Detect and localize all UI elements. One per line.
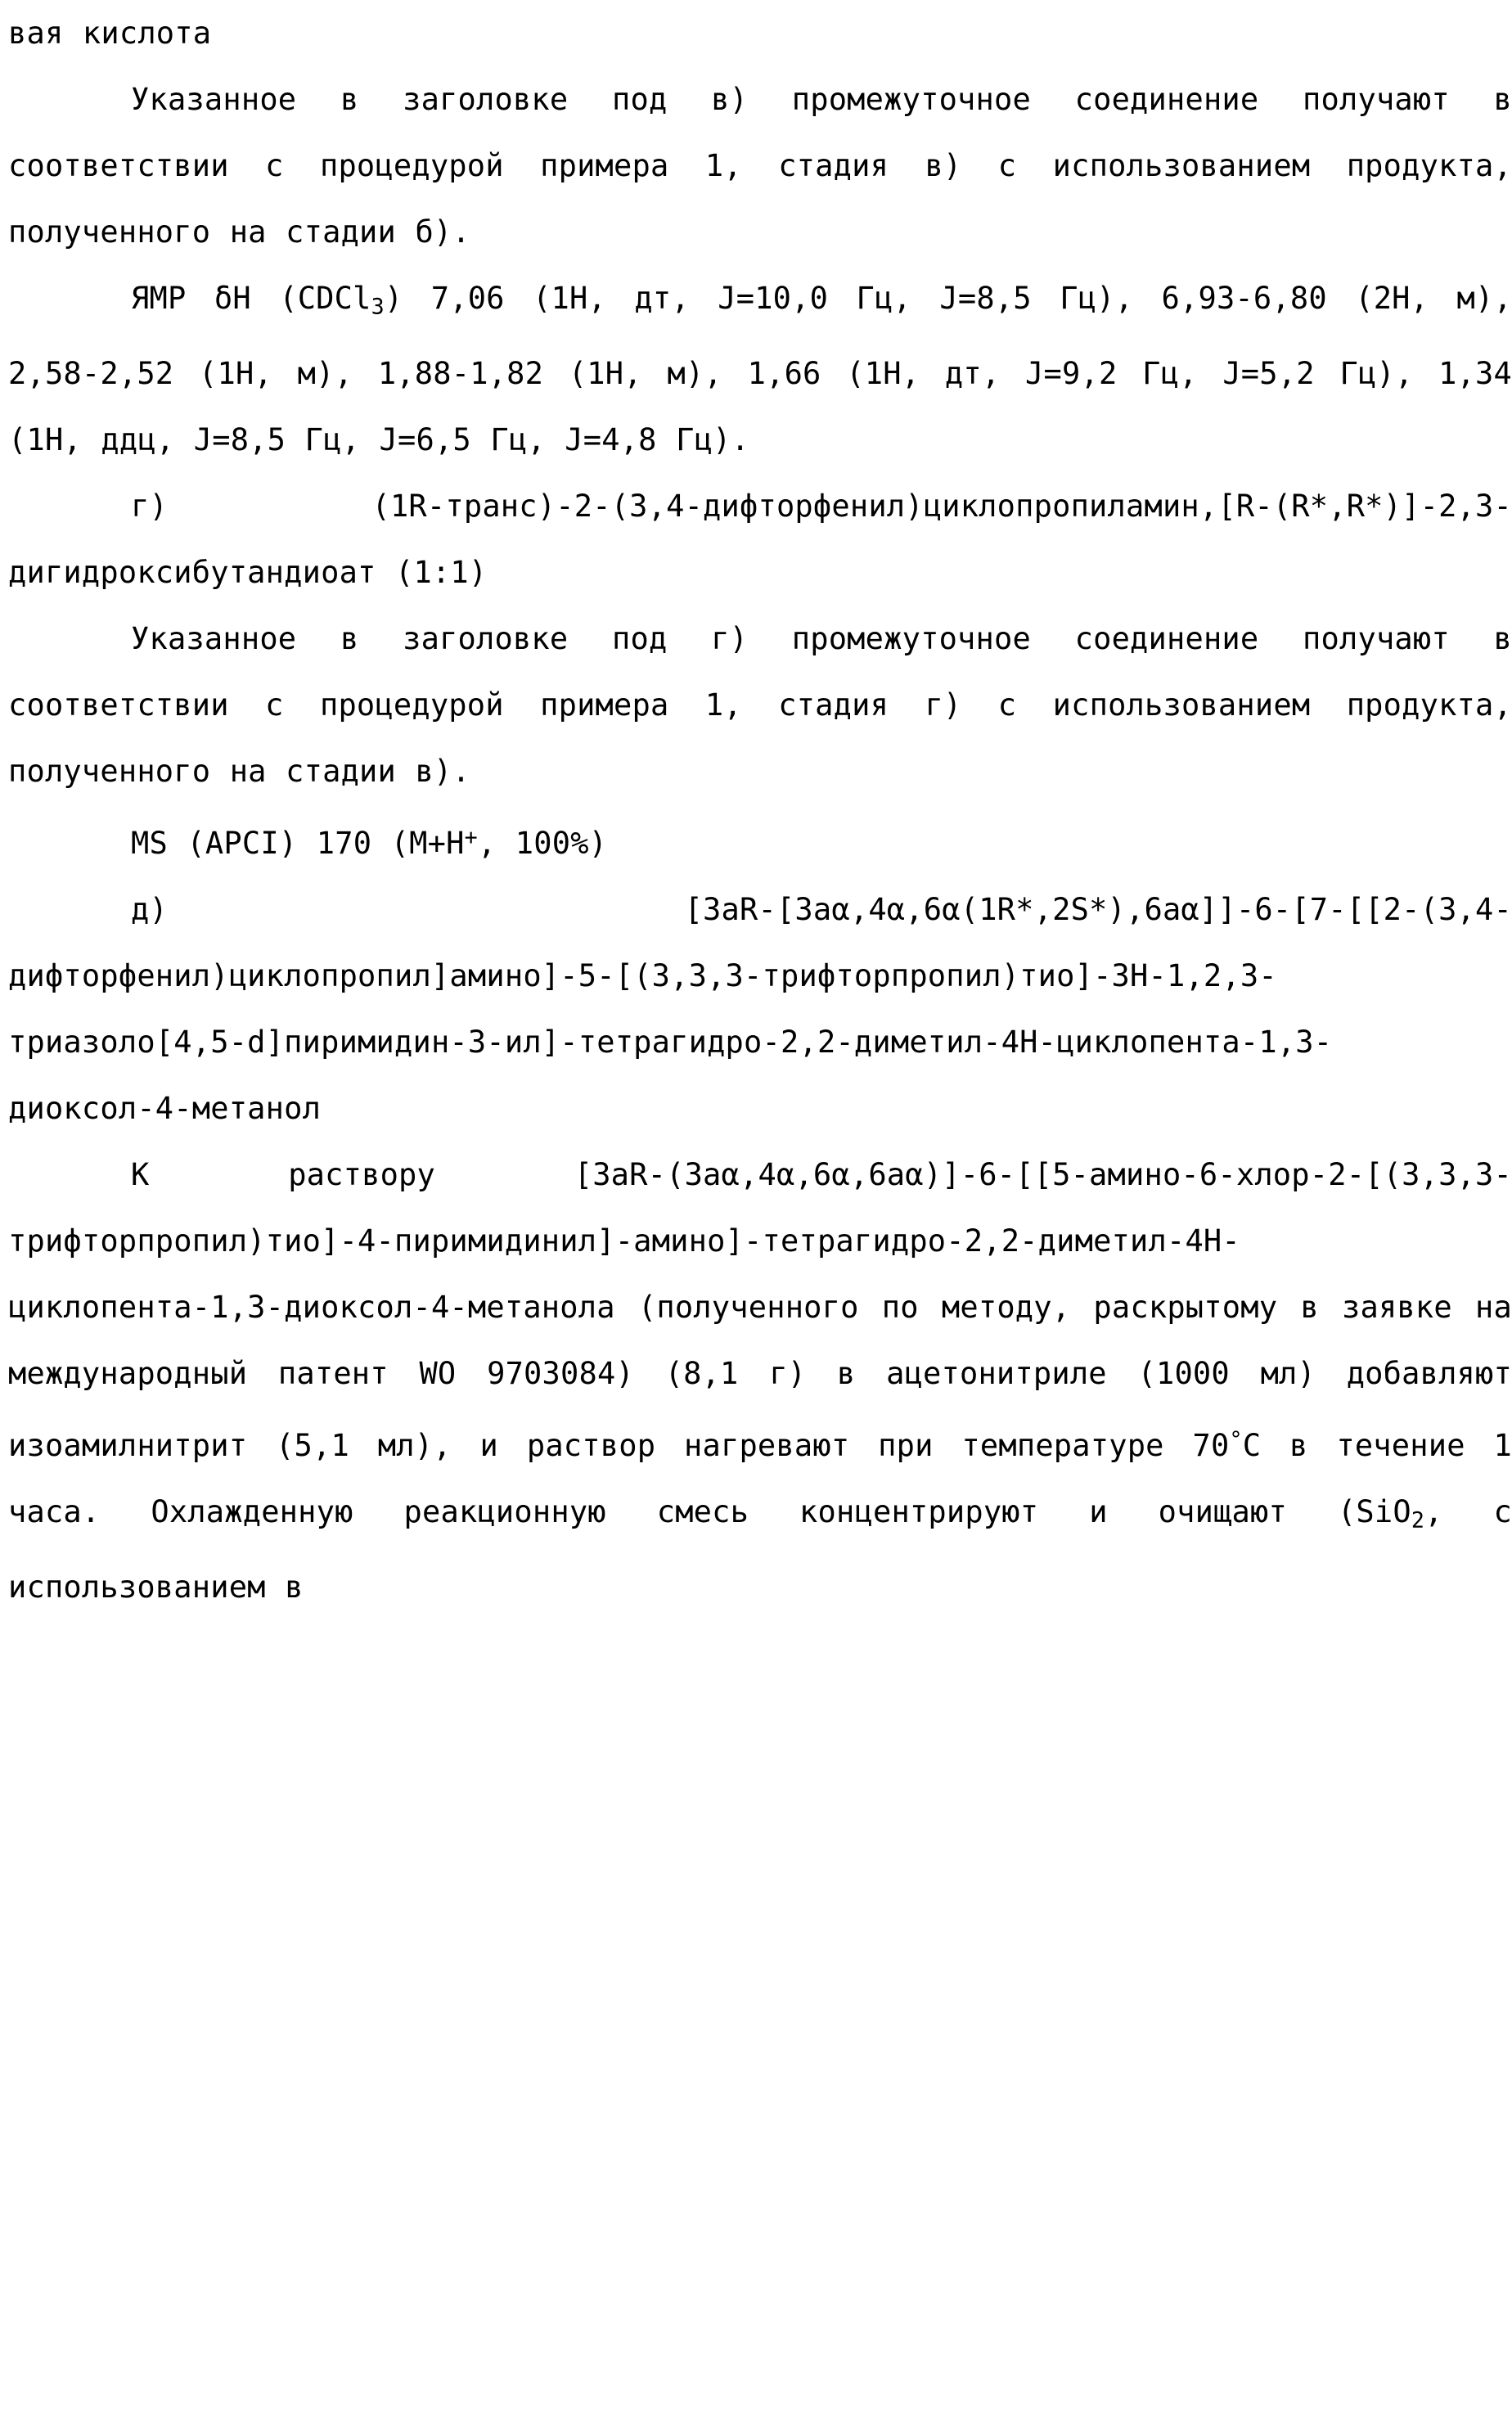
paragraph-step-g-title: г) (1R-транс)-2-(3,4-дифторфенил)циклопропиламин,[R-(R*,R*)]-2,3-дигидроксибутандиоат (1:1): [8, 488, 1512, 590]
nmr-text-b: ) 7,06 (1Н, дт, J=10,0 Гц, J=8,5 Гц), 6,93-6,80 (2Н, м), 2,58-2,52 (1Н, м), 1,88-1,82 (1Н, м), 1,66 (1Н, дт, J=9,2 Гц, J=5,2 Гц), 1,34 (1Н, ддц, J=8,5 Гц, J=6,5 Гц, J=4,8 Гц).: [8, 281, 1512, 457]
paragraph-step-d-procedure: [8, 1142, 1512, 1620]
paragraph-continuation: вая кислота: [8, 16, 212, 51]
paragraph-step-g-description: Указанное в заголовке под г) промежуточное соединение получают в соответствии с процедурой примера 1, стадия г) с использованием продукта, полученного на стадии в).: [8, 620, 1512, 789]
paragraph-ms-data: [8, 804, 1512, 876]
procedure-text-c: , с использованием в: [8, 1494, 1512, 1605]
nmr-subscript-3: 3: [371, 294, 385, 320]
procedure-text-a: К раствору [3aR-(3aα,4α,6α,6aα)]-6-[[5-амино-6-хлор-2-[(3,3,3-трифторпропил)тио]-4-пиримидинил]-амино]-тетрагидро-2,2-диметил-4Н-циклопента-1,3-диоксол-4-метанола (полученного по методу, раскрытому в заявке на международный патент WO 9703084) (8,1 г) в ацетонитриле (1000 мл) добавляют изоамилнитрит (5,1 мл), и раствор нагревают при температуре 70: [8, 1156, 1512, 1464]
nmr-text-a: ЯМР δН (CDCl: [131, 281, 371, 316]
sio2-subscript-2: 2: [1411, 1507, 1425, 1534]
paragraph-step-d-title: д) [3aR-[3aα,4α,6α(1R*,2S*),6aα]]-6-[7-[[2-(3,4-дифторфенил)циклопропил]амино]-5-[(3,3,3-трифторпропил)тио]-3Н-1,2,3-триазоло[4,5-d]пиримидин-3-ил]-тетрагидро-2,2-диметил-4Н-циклопента-1,3-диоксол-4-метанол: [8, 891, 1512, 1126]
ms-text-b: , 100%): [477, 825, 608, 861]
procedure-text-b: С в течение 1 часа. Охлажденную реакционную смесь концентрируют и очищают (SiO: [8, 1428, 1512, 1530]
paragraph-step-v-description: Указанное в заголовке под в) промежуточное соединение получают в соответствии с процедурой примера 1, стадия в) с использованием продукта, полученного на стадии б).: [8, 82, 1512, 250]
ms-text-a: MS (APCI) 170 (М+Н: [131, 825, 465, 861]
paragraph-nmr-data: [8, 265, 1512, 473]
degree-sign: °: [1229, 1426, 1243, 1452]
document-body: [8, 0, 1512, 1620]
ms-superscript-plus: +: [464, 824, 478, 850]
